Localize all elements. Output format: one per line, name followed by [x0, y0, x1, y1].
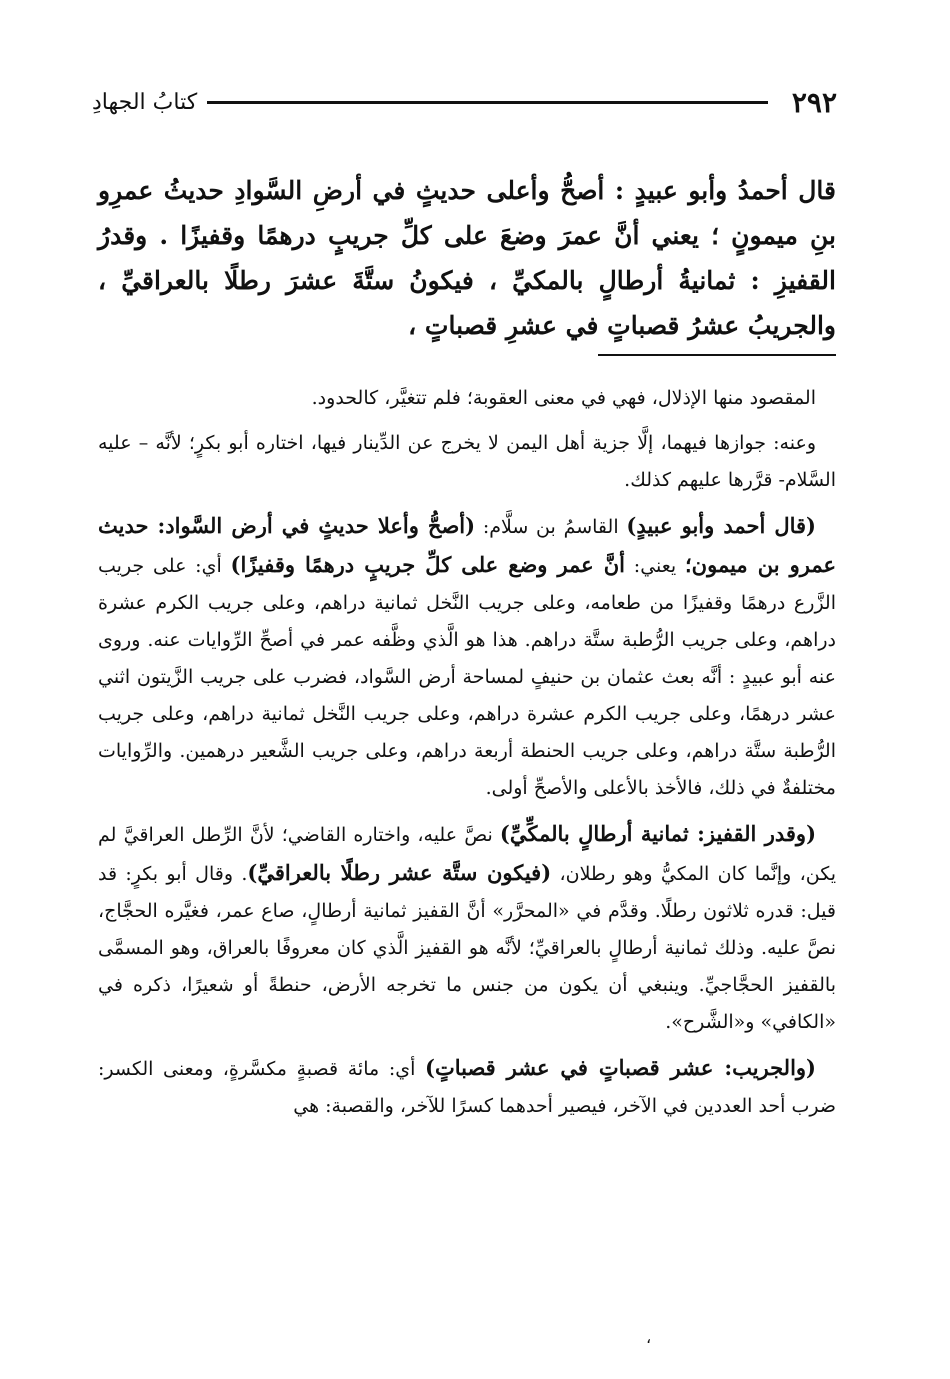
commentary-paragraph-3: [98, 507, 836, 807]
main-text: قال أحمدُ وأبو عبيدٍ : أصحُّ وأعلى حديثٍ في أرضِ السَّوادِ حديثُ عمرِو بنِ ميمونٍ ؛ يعني أنَّ عمرَ وضعَ على كلِّ جريبٍ درهمًا وقفيزًا . وقدرُ القفيزِ : ثمانيةُ أرطالٍ بالمكيِّ ، فيكونُ ستَّةَ عشرَ رطلًا بالعراقيِّ ، والجريبُ عشرُ قصباتٍ في عشرِ قصباتٍ ،: [98, 176, 836, 340]
book-title: كتابُ الجهادِ: [92, 89, 198, 115]
commentary-paragraph-4: [98, 815, 836, 1041]
commentary-paragraph-1: المقصود منها الإذلال، فهي في معنى العقوبة؛ فلم تتغيَّر، كالحدود.: [311, 387, 816, 409]
commentary-text: أي: على جريب الزَّرع درهمًا وقفيزًا من طعامه، وعلى جريب النَّخل ثمانية دراهم، وعلى جريب الكرم عشرة دراهم، وعلى جريب الرُّطبة ستَّة دراهم. هذا هو الَّذي وظَّفه عمر في أصحِّ الرِّوايات عنه. وروى عنه أبو عبيدٍ : أنَّه بعث عثمان بن حنيفٍ لمساحة أرض السَّواد، فضرب على جريب الزَّيتون اثني عشر درهمًا، وعلى جريب الكرم عشرة دراهم، وعلى جريب النَّخل ثمانية دراهم، وعلى جريب الرُّطبة ستَّة دراهم، وعلى جريب الحنطة أربعة دراهم، وعلى جريب الشَّعير درهمين. والرِّوايات مختلفةٌ في ذلك، فالأخذ بالأعلى والأصحِّ أولى.: [98, 555, 836, 799]
commentary-text: . وقال أبو بكرٍ: قد قيل: قدره ثلاثون رطلًا. وقدَّم في «المحرَّر» أنَّ القفيز ثمانية أرطالٍ، صاع عمر، فغيَّره الحجَّاج، نصَّ عليه. وذلك ثمانية أرطالٍ بالعراقيِّ؛ لأنَّه هو القفيز الَّذي كان معروفًا بالعراق، وهو المسمَّى بالقفيز الحجَّاجيِّ. وينبغي أن يكون من جنس ما تخرجه الأرض، حنطةً أو شعيرًا، ذكره في «الكافي» و«الشَّرح».: [98, 863, 836, 1033]
commentary-paragraph-5: [98, 1049, 836, 1125]
commentary-paragraph-2: وعنه: جوازها فيهما، إلَّا جزية أهل اليمن لا يخرج عن الدِّينار فيها، اختاره أبو بكرٍ؛ لأنَّه – عليه السَّلام- قرَّرها عليهم كذلك.: [98, 432, 836, 491]
separator-rule: [598, 354, 836, 356]
header-rule: [207, 101, 768, 104]
commentary: [98, 380, 836, 1133]
page-header: [92, 82, 837, 122]
commentary-text: القاسمُ بن سلَّام:: [475, 516, 627, 538]
quoted-text: (قال أحمد وأبو عبيدٍ): [626, 513, 816, 538]
footer-mark: ،: [646, 1328, 652, 1347]
quoted-text: أنَّ عمر وضع على كلِّ جريبٍ درهمًا وقفيزًا): [230, 552, 626, 577]
quoted-text: (أصحُّ وأعلا حديثٍ في أرض السَّواد: حديث عمرو بن ميمون؛: [98, 513, 836, 577]
commentary-text: نصَّ عليه، واختاره القاضي؛ لأنَّ الرِّطل العراقيَّ لم يكن، وإنَّما كان المكيُّ وهو رطلان،: [98, 824, 837, 885]
quoted-text: (وقدر القفيز: ثمانية أرطالٍ بالمكِّيِّ): [499, 821, 817, 846]
page-number: ٢٩٢: [791, 85, 837, 119]
quoted-text: (والجريب: عشر قصباتٍ في عشر قصباتٍ): [425, 1055, 816, 1080]
commentary-text: أي: مائة قصبةٍ مكسَّرةٍ، ومعنى الكسر: ضرب أحد العددين في الآخر، فيصير أحدهما كسرًا للآخر، والقصبة: هي: [98, 1058, 836, 1117]
quoted-text: (فيكون ستَّة عشر رطلًا بالعراقيِّ): [247, 860, 552, 885]
commentary-text: يعني:: [625, 555, 685, 577]
